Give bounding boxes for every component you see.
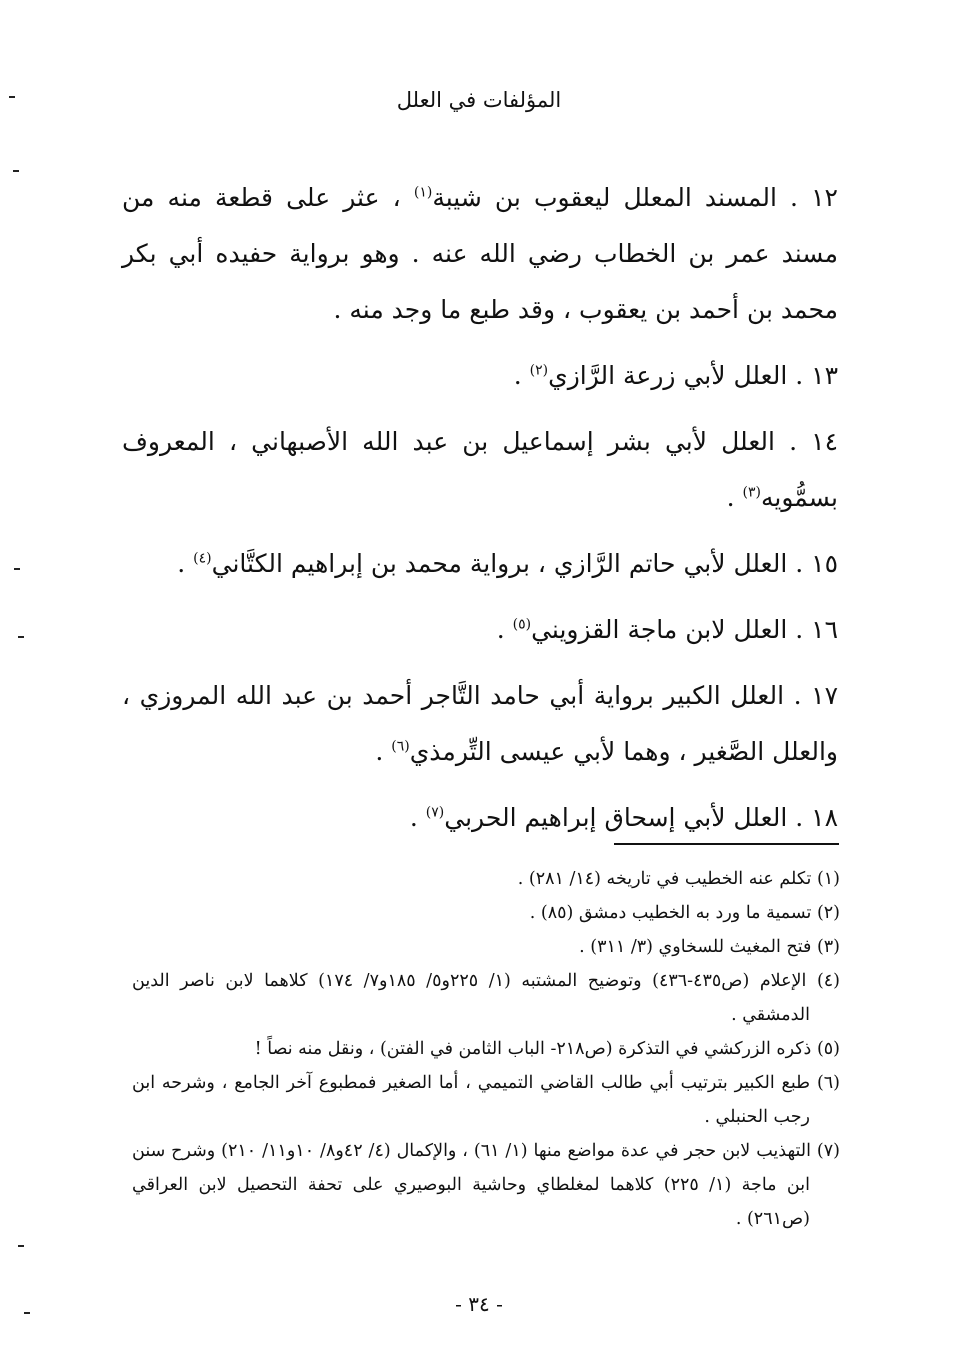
footnote — [132, 862, 840, 896]
list-item — [122, 414, 838, 526]
entry-text: العلل لأبي إسحاق إبراهيم الحربي — [444, 803, 788, 832]
entry-number: ١٥ . — [795, 549, 838, 578]
entry-text-cont: ، عثر على قطعة منه من مسند عمر بن الخطاب رضي الله عنه . وهو برواية حفيده أبي بكر محمد بن أحمد بن يعقوب ، وقد طبع ما وجد منه . — [122, 183, 838, 324]
entry-text: العلل لأبي زرعة الرَّازي — [548, 361, 788, 390]
list-item — [122, 668, 838, 780]
scan-speck — [9, 96, 15, 98]
entry-text: العلل الكبير برواية أبي حامد التَّاجر أحمد بن عبد الله المروزي ، والعلل الصَّغير ، وهما لأبي عيسى التِّرمذي — [122, 681, 838, 766]
entry-number: ١٧ . — [793, 681, 838, 710]
entry-text: العلل لابن ماجة القزويني — [531, 615, 788, 644]
entry-number: ١٦ . — [795, 615, 838, 644]
scan-speck — [13, 170, 19, 172]
footnote-text: طبع الكبير بترتيب أبي طالب القاضي التميمي ، أما الصغير فمطبوع آخر الجامع ، وشرحه ابن رجب الحنبلي . — [132, 1073, 811, 1127]
footnote-text: فتح المغيث للسخاوي (٣/ ٣١١) . — [579, 937, 812, 957]
footnote-text: تكلم عنه الخطيب في تاريخه (١٤/ ٢٨١) . — [517, 869, 812, 889]
footnote-text: التهذيب لابن حجر في عدة مواضع منها (١/ ٦١) ، والإكمال (٤/ ٤٢و٨/ ١٠و١١/ ٢١٠) وشرح سنن ابن ماجة (١/ ٢٢٥) كلاهما لمغلطاي وحاشية البوصيري على تحفة التحصيل لابن العراقي (ص٢٦١) . — [132, 1141, 811, 1229]
page-number: - ٣٤ - — [455, 1292, 503, 1316]
list-item — [122, 602, 838, 658]
footnote-text: ذكره الزركشي في التذكرة (ص٢١٨- الباب الثامن في الفتن) ، ونقل منه نصاً ! — [254, 1039, 812, 1059]
footnote-divider — [614, 843, 839, 845]
footnote-ref[interactable]: (٣) — [742, 484, 761, 501]
footnote-ref[interactable]: (١) — [413, 184, 433, 201]
entry-text-cont: . — [409, 803, 418, 832]
running-title: المؤلفات في العلل — [396, 88, 562, 112]
list-item — [122, 536, 838, 592]
list-item — [122, 790, 838, 846]
footnote-marker: (٣) — [816, 937, 840, 957]
entry-text: العلل لأبي حاتم الرَّازي ، برواية محمد بن إبراهيم الكتَّاني — [211, 549, 788, 578]
entry-number: ١٢ . — [790, 183, 838, 212]
list-item — [122, 348, 838, 404]
footnote-marker: (٥) — [816, 1039, 840, 1059]
footnote — [132, 1032, 840, 1066]
footnote-marker: (٧) — [816, 1141, 840, 1161]
entry-number: ١٣ . — [795, 361, 838, 390]
entry-text: المسند المعلل ليعقوب بن شيبة — [432, 183, 777, 212]
entry-text-cont: . — [375, 737, 384, 766]
entry-number: ١٨ . — [795, 803, 838, 832]
entry-text-cont: . — [513, 361, 522, 390]
footnote — [132, 1066, 840, 1134]
entries-list — [122, 170, 838, 856]
list-item — [122, 170, 838, 338]
footnote — [132, 964, 840, 1032]
scan-speck — [18, 636, 24, 638]
footnote-marker: (٢) — [816, 903, 840, 923]
footnote-ref[interactable]: (٤) — [193, 550, 212, 567]
footnote-marker: (٤) — [816, 971, 840, 991]
footnote-text: الإعلام (ص٤٣٥-٤٣٦) وتوضيح المشتبه (١/ ٢٢٥و٥/ ١٨٥و٧/ ١٧٤) كلاهما لابن ناصر الدين الدمشقي . — [132, 971, 810, 1025]
footnote-marker: (٦) — [816, 1073, 840, 1093]
footnote-marker: (١) — [816, 869, 840, 889]
entry-text: العلل لأبي بشر إسماعيل بن عبد الله الأصبهاني ، المعروف بسمُّويه — [122, 427, 838, 512]
entry-text-cont: . — [177, 549, 186, 578]
footnote-text: تسمية ما ورد به الخطيب دمشق (٨٥) . — [529, 903, 812, 923]
footnote-ref[interactable]: (٥) — [512, 616, 532, 633]
scan-speck — [14, 568, 20, 570]
scan-speck — [24, 1312, 30, 1314]
entry-text-cont: . — [726, 483, 735, 512]
scan-speck — [18, 1245, 24, 1247]
footnote-ref[interactable]: (٧) — [425, 804, 445, 821]
footnote-ref[interactable]: (٦) — [391, 738, 410, 755]
footnotes-section — [132, 862, 840, 1236]
footnote — [132, 1134, 840, 1236]
entry-text-cont: . — [496, 615, 505, 644]
entry-number: ١٤ . — [789, 427, 838, 456]
footnote-ref[interactable]: (٢) — [529, 362, 549, 379]
footnote — [132, 930, 840, 964]
footnote — [132, 896, 840, 930]
